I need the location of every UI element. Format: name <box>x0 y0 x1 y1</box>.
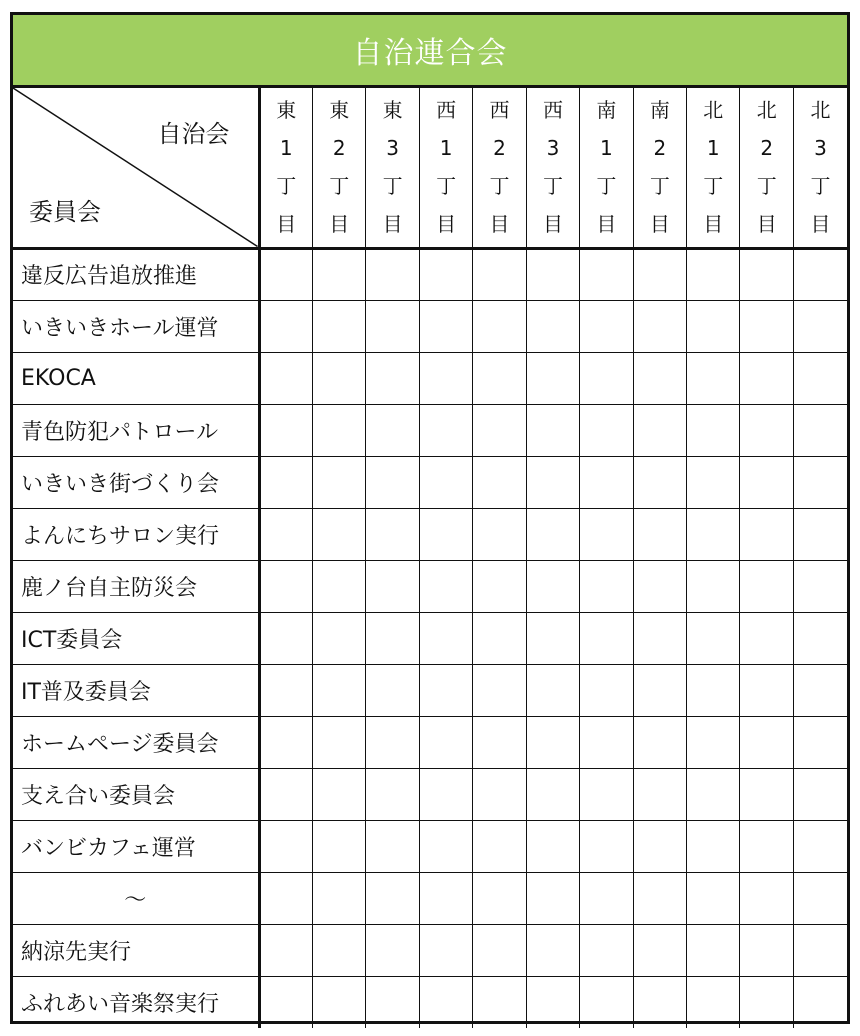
check-cell[interactable] <box>793 872 847 924</box>
check-cell[interactable] <box>312 924 365 976</box>
header-row <box>13 88 847 248</box>
column-header-char: 北 <box>756 98 777 123</box>
check-cell[interactable] <box>473 612 526 664</box>
check-cell[interactable] <box>793 404 847 456</box>
check-cell[interactable] <box>366 664 419 716</box>
check-cell[interactable] <box>312 820 365 872</box>
table-row <box>13 560 847 612</box>
column-header-char: 北 <box>810 98 831 123</box>
check-cell[interactable] <box>526 456 579 508</box>
table-row <box>13 768 847 820</box>
check-cell[interactable] <box>312 300 365 352</box>
check-cell[interactable] <box>259 352 312 404</box>
check-cell[interactable] <box>259 820 312 872</box>
column-header-char: 目 <box>596 212 617 237</box>
check-cell[interactable] <box>526 820 579 872</box>
committee-label: ～ <box>13 872 259 924</box>
check-cell[interactable] <box>259 716 312 768</box>
check-cell[interactable] <box>580 404 633 456</box>
check-cell[interactable] <box>259 768 312 820</box>
check-cell[interactable] <box>312 768 365 820</box>
check-cell[interactable] <box>687 768 740 820</box>
title-bar <box>13 15 847 88</box>
check-cell[interactable] <box>793 664 847 716</box>
committee-grid <box>13 88 847 1028</box>
column-header-3 <box>366 88 419 248</box>
check-cell[interactable] <box>793 768 847 820</box>
column-header-char: 1 <box>600 136 613 161</box>
check-cell[interactable] <box>419 820 472 872</box>
column-header-char: 目 <box>329 212 350 237</box>
committee-label: EKOCA <box>13 352 259 404</box>
check-cell[interactable] <box>366 976 419 1028</box>
check-cell[interactable] <box>687 820 740 872</box>
check-cell[interactable] <box>793 976 847 1028</box>
committee-matrix-sheet <box>10 12 850 1024</box>
check-cell[interactable] <box>259 976 312 1028</box>
column-header-char: 北 <box>703 98 724 123</box>
check-cell[interactable] <box>419 404 472 456</box>
table-row <box>13 976 847 1028</box>
column-header-char: 丁 <box>649 174 670 199</box>
check-cell[interactable] <box>473 560 526 612</box>
check-cell[interactable] <box>580 248 633 300</box>
table-row <box>13 404 847 456</box>
check-cell[interactable] <box>259 664 312 716</box>
column-header-char: 目 <box>489 212 510 237</box>
check-cell[interactable] <box>259 300 312 352</box>
check-cell[interactable] <box>473 456 526 508</box>
check-cell[interactable] <box>366 248 419 300</box>
column-header-char: 目 <box>649 212 670 237</box>
check-cell[interactable] <box>473 352 526 404</box>
table-row <box>13 352 847 404</box>
column-header-char: 丁 <box>756 174 777 199</box>
column-header-9 <box>687 88 740 248</box>
check-cell[interactable] <box>740 716 793 768</box>
check-cell[interactable] <box>687 508 740 560</box>
column-header-char: 丁 <box>596 174 617 199</box>
column-header-7 <box>580 88 633 248</box>
column-header-char: 目 <box>703 212 724 237</box>
check-cell[interactable] <box>366 924 419 976</box>
column-header-char: 目 <box>382 212 403 237</box>
check-cell[interactable] <box>419 976 472 1028</box>
check-cell[interactable] <box>740 872 793 924</box>
check-cell[interactable] <box>633 924 686 976</box>
check-cell[interactable] <box>312 716 365 768</box>
column-header-char: 丁 <box>542 174 563 199</box>
check-cell[interactable] <box>526 872 579 924</box>
check-cell[interactable] <box>259 924 312 976</box>
column-header-char: 西 <box>489 98 510 123</box>
committee-label: 違反広告追放推進 <box>13 248 259 300</box>
check-cell[interactable] <box>633 300 686 352</box>
column-header-char: 丁 <box>276 174 297 199</box>
check-cell[interactable] <box>473 924 526 976</box>
check-cell[interactable] <box>580 976 633 1028</box>
check-cell[interactable] <box>687 976 740 1028</box>
table-row <box>13 820 847 872</box>
check-cell[interactable] <box>419 508 472 560</box>
check-cell[interactable] <box>580 456 633 508</box>
check-cell[interactable] <box>473 508 526 560</box>
check-cell[interactable] <box>419 664 472 716</box>
check-cell[interactable] <box>419 352 472 404</box>
table-row <box>13 248 847 300</box>
column-header-char: 目 <box>542 212 563 237</box>
check-cell[interactable] <box>312 664 365 716</box>
column-header-6 <box>526 88 579 248</box>
committee-label: ICT委員会 <box>13 612 259 664</box>
check-cell[interactable] <box>740 508 793 560</box>
check-cell[interactable] <box>740 300 793 352</box>
check-cell[interactable] <box>419 560 472 612</box>
check-cell[interactable] <box>687 456 740 508</box>
column-header-char: 目 <box>810 212 831 237</box>
table-row <box>13 508 847 560</box>
check-cell[interactable] <box>526 924 579 976</box>
check-cell[interactable] <box>473 300 526 352</box>
check-cell[interactable] <box>633 560 686 612</box>
check-cell[interactable] <box>687 664 740 716</box>
committee-label: ふれあい音楽祭実行 <box>13 976 259 1028</box>
check-cell[interactable] <box>366 508 419 560</box>
check-cell[interactable] <box>687 248 740 300</box>
check-cell[interactable] <box>473 768 526 820</box>
corner-label-neighborhood: 自治会 <box>157 120 230 148</box>
check-cell[interactable] <box>419 456 472 508</box>
check-cell[interactable] <box>473 248 526 300</box>
column-header-char: 3 <box>386 136 399 161</box>
check-cell[interactable] <box>580 820 633 872</box>
check-cell[interactable] <box>793 352 847 404</box>
column-header-4 <box>419 88 472 248</box>
check-cell[interactable] <box>526 976 579 1028</box>
check-cell[interactable] <box>526 612 579 664</box>
check-cell[interactable] <box>740 924 793 976</box>
check-cell[interactable] <box>312 248 365 300</box>
check-cell[interactable] <box>633 456 686 508</box>
column-header-char: 1 <box>439 136 453 161</box>
column-header-10 <box>740 88 793 248</box>
check-cell[interactable] <box>312 508 365 560</box>
check-cell[interactable] <box>259 404 312 456</box>
check-cell[interactable] <box>633 872 686 924</box>
check-cell[interactable] <box>366 560 419 612</box>
committee-label: 鹿ノ台自主防災会 <box>13 560 259 612</box>
table-row <box>13 716 847 768</box>
check-cell[interactable] <box>633 716 686 768</box>
check-cell[interactable] <box>580 716 633 768</box>
committee-label: バンビカフェ運営 <box>13 820 259 872</box>
column-header-5 <box>473 88 526 248</box>
check-cell[interactable] <box>793 716 847 768</box>
check-cell[interactable] <box>740 352 793 404</box>
check-cell[interactable] <box>366 820 419 872</box>
check-cell[interactable] <box>687 872 740 924</box>
column-header-char: 2 <box>493 136 506 161</box>
committee-label: よんにちサロン実行 <box>13 508 259 560</box>
check-cell[interactable] <box>473 872 526 924</box>
column-header-char: 目 <box>276 212 297 237</box>
column-header-char: 東 <box>382 98 403 123</box>
committee-label: いきいきホール運営 <box>13 300 259 352</box>
column-header-1 <box>259 88 312 248</box>
check-cell[interactable] <box>793 300 847 352</box>
check-cell[interactable] <box>259 508 312 560</box>
check-cell[interactable] <box>633 508 686 560</box>
check-cell[interactable] <box>473 976 526 1028</box>
check-cell[interactable] <box>633 820 686 872</box>
column-header-char: 目 <box>436 212 457 237</box>
check-cell[interactable] <box>580 560 633 612</box>
column-header-char: 東 <box>329 98 350 123</box>
check-cell[interactable] <box>419 612 472 664</box>
check-cell[interactable] <box>580 612 633 664</box>
committee-label: IT普及委員会 <box>13 664 259 716</box>
check-cell[interactable] <box>580 352 633 404</box>
check-cell[interactable] <box>580 300 633 352</box>
check-cell[interactable] <box>312 404 365 456</box>
committee-label: いきいき街づくり会 <box>13 456 259 508</box>
corner-label-committee: 委員会 <box>29 197 101 226</box>
check-cell[interactable] <box>366 352 419 404</box>
column-header-8 <box>633 88 686 248</box>
column-header-char: 2 <box>332 136 346 161</box>
check-cell[interactable] <box>793 248 847 300</box>
check-cell[interactable] <box>740 976 793 1028</box>
check-cell[interactable] <box>793 924 847 976</box>
column-header-char: 丁 <box>436 174 457 199</box>
check-cell[interactable] <box>687 924 740 976</box>
check-cell[interactable] <box>312 560 365 612</box>
check-cell[interactable] <box>419 924 472 976</box>
check-cell[interactable] <box>526 300 579 352</box>
check-cell[interactable] <box>740 248 793 300</box>
check-cell[interactable] <box>366 768 419 820</box>
check-cell[interactable] <box>687 716 740 768</box>
column-header-char: 丁 <box>489 174 510 199</box>
check-cell[interactable] <box>259 248 312 300</box>
column-header-char: 丁 <box>810 174 831 199</box>
check-cell[interactable] <box>419 872 472 924</box>
check-cell[interactable] <box>473 716 526 768</box>
check-cell[interactable] <box>740 820 793 872</box>
column-header-char: 3 <box>814 136 827 161</box>
column-header-char: 1 <box>279 136 293 161</box>
check-cell[interactable] <box>687 404 740 456</box>
table-row <box>13 612 847 664</box>
check-cell[interactable] <box>633 248 686 300</box>
check-cell[interactable] <box>740 768 793 820</box>
column-header-char: 1 <box>706 136 720 161</box>
check-cell[interactable] <box>580 924 633 976</box>
check-cell[interactable] <box>366 716 419 768</box>
column-header-char: 西 <box>542 98 563 123</box>
check-cell[interactable] <box>259 560 312 612</box>
check-cell[interactable] <box>793 612 847 664</box>
check-cell[interactable] <box>526 404 579 456</box>
column-header-char: 丁 <box>703 174 724 199</box>
check-cell[interactable] <box>259 872 312 924</box>
check-cell[interactable] <box>366 404 419 456</box>
check-cell[interactable] <box>687 560 740 612</box>
check-cell[interactable] <box>580 872 633 924</box>
column-header-char: 南 <box>649 98 670 123</box>
committee-label: 青色防犯パトロール <box>13 404 259 456</box>
check-cell[interactable] <box>687 352 740 404</box>
check-cell[interactable] <box>312 352 365 404</box>
check-cell[interactable] <box>526 768 579 820</box>
column-header-char: 3 <box>546 136 560 161</box>
check-cell[interactable] <box>473 664 526 716</box>
check-cell[interactable] <box>259 612 312 664</box>
column-header-char: 丁 <box>382 174 403 199</box>
committee-label: 支え合い委員会 <box>13 768 259 820</box>
check-cell[interactable] <box>633 612 686 664</box>
check-cell[interactable] <box>526 560 579 612</box>
check-cell[interactable] <box>312 612 365 664</box>
column-header-char: 目 <box>756 212 777 237</box>
check-cell[interactable] <box>366 300 419 352</box>
check-cell[interactable] <box>740 560 793 612</box>
check-cell[interactable] <box>366 872 419 924</box>
check-cell[interactable] <box>259 456 312 508</box>
table-row <box>13 664 847 716</box>
check-cell[interactable] <box>633 404 686 456</box>
check-cell[interactable] <box>687 300 740 352</box>
check-cell[interactable] <box>793 508 847 560</box>
check-cell[interactable] <box>740 664 793 716</box>
check-cell[interactable] <box>633 352 686 404</box>
column-header-char: 南 <box>596 98 617 123</box>
check-cell[interactable] <box>580 768 633 820</box>
column-header-char: 丁 <box>329 174 350 199</box>
check-cell[interactable] <box>580 508 633 560</box>
check-cell[interactable] <box>419 716 472 768</box>
check-cell[interactable] <box>526 248 579 300</box>
check-cell[interactable] <box>366 456 419 508</box>
column-header-char: 西 <box>436 98 457 123</box>
check-cell[interactable] <box>526 664 579 716</box>
check-cell[interactable] <box>312 976 365 1028</box>
corner-cell <box>13 88 259 248</box>
check-cell[interactable] <box>526 508 579 560</box>
check-cell[interactable] <box>740 404 793 456</box>
check-cell[interactable] <box>526 716 579 768</box>
table-row <box>13 456 847 508</box>
check-cell[interactable] <box>312 872 365 924</box>
check-cell[interactable] <box>740 612 793 664</box>
column-header-11 <box>793 88 847 248</box>
table-row <box>13 924 847 976</box>
check-cell[interactable] <box>419 768 472 820</box>
check-cell[interactable] <box>633 768 686 820</box>
check-cell[interactable] <box>740 456 793 508</box>
sheet-title: 自治連合会 <box>352 36 508 71</box>
check-cell[interactable] <box>312 456 365 508</box>
check-cell[interactable] <box>473 404 526 456</box>
column-header-char: 東 <box>276 98 297 123</box>
committee-label: 納涼先実行 <box>13 924 259 976</box>
check-cell[interactable] <box>793 456 847 508</box>
check-cell[interactable] <box>473 820 526 872</box>
check-cell[interactable] <box>633 664 686 716</box>
check-cell[interactable] <box>793 820 847 872</box>
table-row <box>13 300 847 352</box>
check-cell[interactable] <box>419 248 472 300</box>
check-cell[interactable] <box>526 352 579 404</box>
column-header-char: 2 <box>760 136 774 161</box>
check-cell[interactable] <box>687 612 740 664</box>
check-cell[interactable] <box>580 664 633 716</box>
check-cell[interactable] <box>793 560 847 612</box>
check-cell[interactable] <box>419 300 472 352</box>
column-header-char: 2 <box>653 136 667 161</box>
check-cell[interactable] <box>633 976 686 1028</box>
column-header-2 <box>312 88 365 248</box>
check-cell[interactable] <box>366 612 419 664</box>
committee-label: ホームページ委員会 <box>13 716 259 768</box>
table-row <box>13 872 847 924</box>
